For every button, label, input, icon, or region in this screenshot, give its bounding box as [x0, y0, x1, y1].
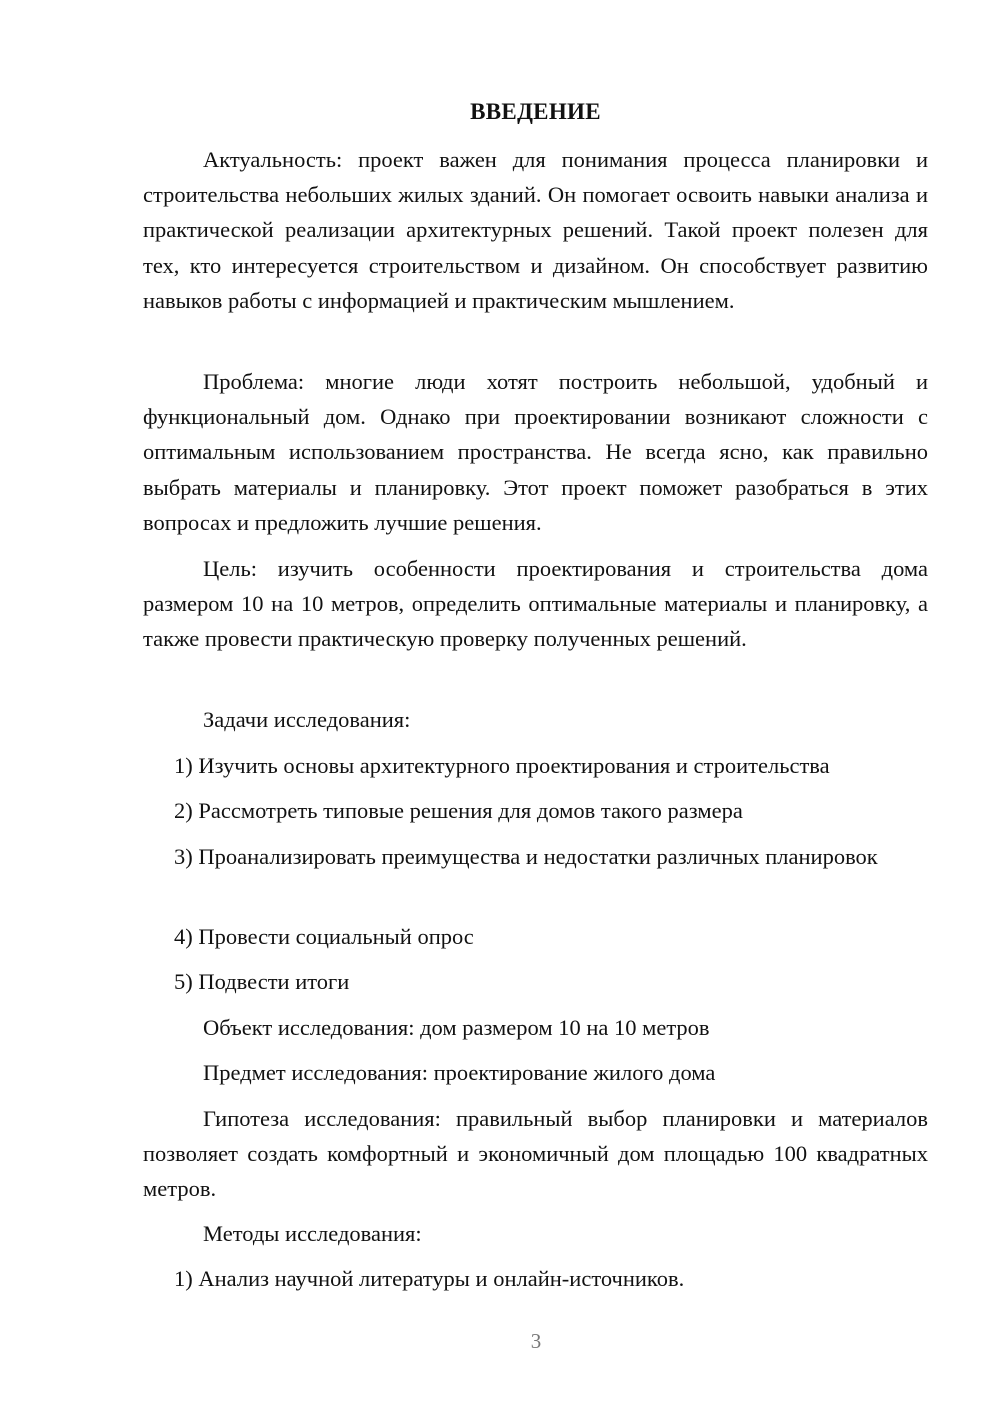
page-number: 3 — [530, 1329, 542, 1353]
section-title: ВВЕДЕНИЕ — [470, 99, 601, 124]
method-item-1: 1) Анализ научной литературы и онлайн-источников. — [174, 1266, 685, 1291]
tasks-heading: Задачи исследования: — [203, 707, 411, 732]
task-item-5: 5) Подвести итоги — [174, 969, 350, 994]
task-item-2: 2) Рассмотреть типовые решения для домов такого размера — [174, 798, 743, 823]
problem-paragraph: Проблема: многие люди хотят построить небольшой, удобный и функциональный дом. Однако при проектировании возникают сложности с оптимальным использованием пространства. Не всегда ясно, как правильно выбрать материалы и планировку. Этот проект поможет разобраться в этих вопросах и предложить лучшие решения. — [143, 369, 928, 535]
task-item-1: 1) Изучить основы архитектурного проектирования и строительства — [174, 753, 830, 778]
research-subject: Предмет исследования: проектирование жилого дома — [203, 1060, 716, 1085]
task-item-3: 3) Проанализировать преимущества и недостатки различных планировок — [174, 844, 878, 869]
goal-paragraph: Цель: изучить особенности проектирования и строительства дома размером 10 на 10 метров, определить оптимальные материалы и планировку, а также провести практическую проверку полученных решений. — [143, 556, 928, 652]
relevance-paragraph: Актуальность: проект важен для понимания процесса планировки и строительства небольших жилых зданий. Он помогает освоить навыки анализа и практической реализации архитектурных решений. Такой проект полезен для тех, кто интересуется строительством и дизайном. Он способствует развитию навыков работы с информацией и практическим мышлением. — [143, 147, 928, 313]
task-item-4: 4) Провести социальный опрос — [174, 924, 474, 949]
research-object: Объект исследования: дом размером 10 на 10 метров — [203, 1015, 710, 1040]
methods-heading: Методы исследования: — [203, 1221, 422, 1246]
hypothesis-paragraph: Гипотеза исследования: правильный выбор планировки и материалов позволяет создать комфортный и экономичный дом площадью 100 квадратных метров. — [143, 1106, 928, 1202]
